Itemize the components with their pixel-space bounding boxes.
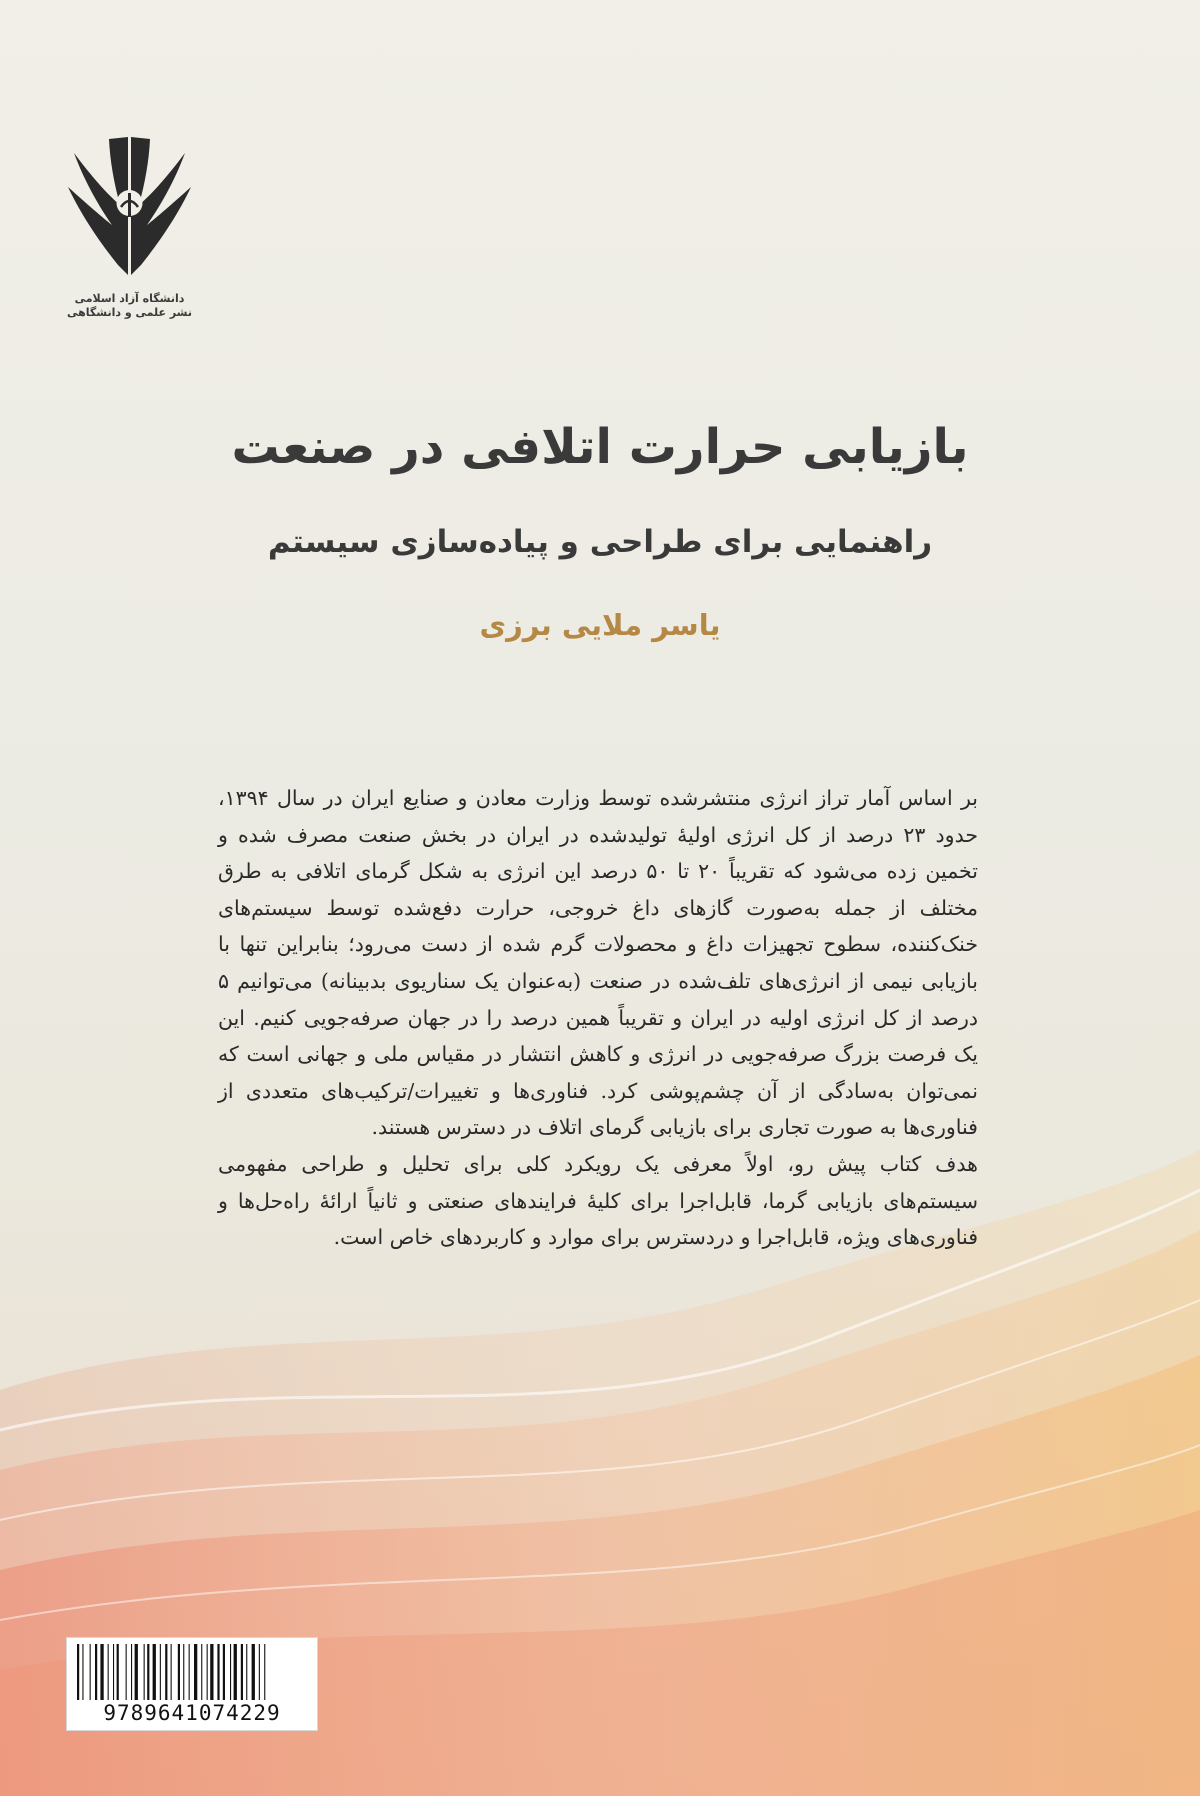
barcode-bar <box>153 1644 156 1700</box>
barcode-bar <box>259 1644 260 1700</box>
barcode-bar <box>135 1644 138 1700</box>
barcode-bar <box>246 1644 247 1700</box>
book-subtitle: راهنمایی برای طراحی و پیاده‌سازی سیستم <box>267 524 933 560</box>
barcode-bar <box>223 1644 225 1700</box>
barcode-bar <box>189 1644 190 1700</box>
logo-caption-line1: دانشگاه آزاد اسلامی <box>74 292 185 305</box>
barcode-bar <box>147 1644 149 1700</box>
barcode-bar <box>144 1644 145 1700</box>
barcode-bar <box>207 1644 208 1700</box>
barcode-bar <box>117 1644 119 1700</box>
barcode-bar <box>201 1644 202 1700</box>
barcode-bar <box>241 1644 243 1700</box>
barcode-bar <box>77 1644 79 1700</box>
barcode-bar <box>113 1644 114 1700</box>
barcode-bar <box>234 1644 237 1700</box>
isbn-number: 9789641074229 <box>103 1701 281 1725</box>
isbn-barcode <box>66 1637 318 1731</box>
barcode-bar <box>210 1644 213 1700</box>
barcode-bar <box>82 1644 83 1700</box>
barcode-bar <box>126 1644 127 1700</box>
barcode-bar <box>90 1644 91 1700</box>
publisher-logo <box>62 125 197 320</box>
back-cover-blurb <box>218 780 978 1256</box>
blurb-paragraph-1: بر اساس آمار تراز انرژی منتشرشده توسط وزارت معادن و صنایع ایران در سال ۱۳۹۴، حدود ۲۳ درصد از کل انرژی اولیهٔ تولیدشده در ایران در بخش صنعت مصرف شده و تخمین زده می‌شود که تقریباً ۲۰ تا ۵۰ درصد این انرژی به شکل گرمای اتلافی به طرق مختلف از جمله به‌صورت گازهای داغ خروجی، حرارت دفع‌شده توسط سیستم‌های خنک‌کننده، سطوح تجهیزات داغ و محصولات گرم شده از دست می‌رود؛ بنابراین تنها با بازیابی نیمی از انرژی‌های تلف‌شده در صنعت (به‌عنوان یک سناریوی بدبینانه) می‌توانیم ۵ درصد از کل انرژی اولیه در ایران و تقریباً همین درصد را در جهان صرفه‌جویی کنیم. این یک فرصت بزرگ صرفه‌جویی در انرژی و کاهش انتشار در مقیاس ملی و جهانی است که نمی‌توان به‌سادگی از آن چشم‌پوشی کرد. فناوری‌ها و تغییرات/ترکیب‌های متعددی از فناوری‌ها به صورت تجاری برای بازیابی گرمای اتلاف در دسترس هستند. <box>218 786 978 1140</box>
barcode-bar <box>183 1644 184 1700</box>
barcode-bar <box>160 1644 161 1700</box>
blurb-paragraph-2: هدف کتاب پیش رو، اولاً معرفی یک رویکرد کلی برای تحلیل و طراحی مفهومی سیستم‌های بازیابی گرما، قابل‌اجرا برای کلیهٔ فرایندهای صنعتی و ثانیاً ارائهٔ راه‌حل‌ها و فناوری‌های ویژه، قابل‌اجرا و دردسترس برای موارد و کاربردهای خاص است. <box>218 1151 978 1250</box>
barcode-bar <box>171 1644 172 1700</box>
book-title: بازیابی حرارت اتلافی در صنعت <box>231 419 969 475</box>
book-author: یاسر ملایی برزی <box>479 608 721 642</box>
barcode-bar <box>217 1644 219 1700</box>
logo-caption-line2: نشر علمی و دانشگاهی <box>66 306 193 319</box>
barcode-icon <box>73 1644 311 1700</box>
university-emblem-icon <box>62 125 197 290</box>
barcode-bar <box>178 1644 180 1700</box>
barcode-bar <box>95 1644 97 1700</box>
barcode-bar <box>108 1644 109 1700</box>
barcode-bar <box>131 1644 132 1700</box>
barcode-bar <box>264 1644 265 1700</box>
barcode-bar <box>252 1644 255 1700</box>
barcode-bar <box>165 1644 167 1700</box>
barcode-bar <box>194 1644 197 1700</box>
barcode-bar <box>230 1644 231 1700</box>
barcode-bar <box>100 1644 103 1700</box>
